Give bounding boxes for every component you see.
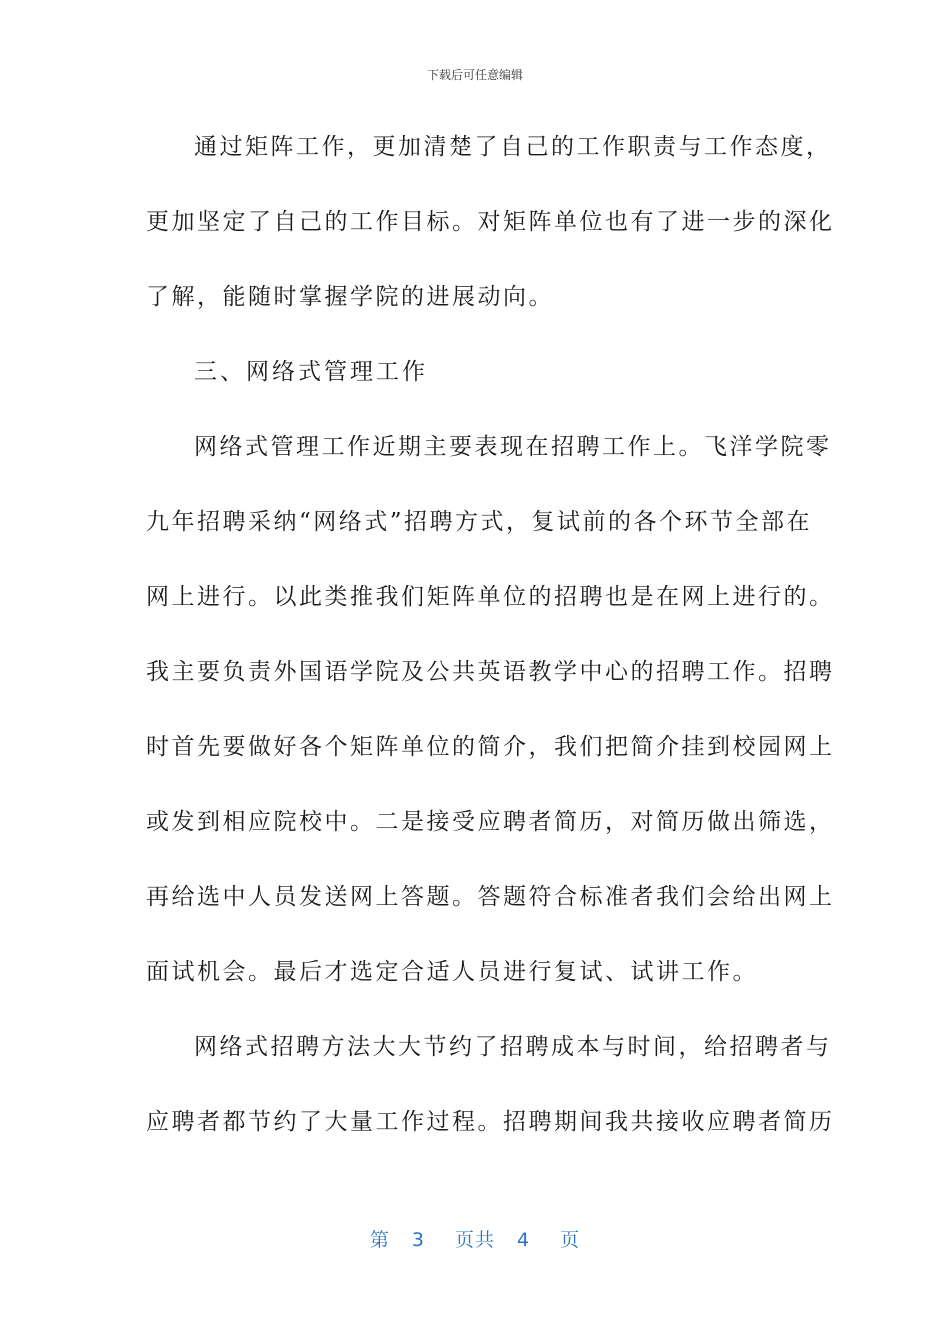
footer-label-page-total: 页共	[454, 1229, 495, 1251]
page-footer	[0, 1225, 950, 1252]
paragraph-line: 再给选中人员发送网上答题。答题符合标准者我们会给出网上	[146, 884, 835, 910]
paragraph-line: 我主要负责外国语学院及公共英语教学中心的招聘工作。招聘	[146, 659, 835, 685]
paragraph-line: 九年招聘采纳“网络式”招聘方式，复试前的各个环节全部在	[146, 509, 813, 535]
document-body	[146, 119, 835, 1169]
paragraph-line: 了解，能随时掌握学院的进展动向。	[146, 284, 554, 310]
paragraph-line: 网上进行。以此类推我们矩阵单位的招聘也是在网上进行的。	[146, 584, 835, 610]
paragraph-line: 更加坚定了自己的工作目标。对矩阵单位也有了进一步的深化	[146, 209, 835, 235]
paragraph-line: 通过矩阵工作，更加清楚了自己的工作职责与工作态度，	[194, 134, 832, 160]
paragraph-line: 时首先要做好各个矩阵单位的简介，我们把简介挂到校园网上	[146, 734, 835, 760]
paragraph-line: 或发到相应院校中。二是接受应聘者简历，对简历做出筛选，	[146, 809, 835, 835]
footer-label-di: 第	[369, 1229, 390, 1251]
footer-label-page: 页	[560, 1229, 581, 1251]
paragraph-line: 网络式管理工作近期主要表现在招聘工作上。飞洋学院零	[194, 434, 832, 460]
paragraph-line: 网络式招聘方法大大节约了招聘成本与时间，给招聘者与	[194, 1034, 832, 1060]
paragraph-line: 面试机会。最后才选定合适人员进行复试、试讲工作。	[146, 959, 758, 985]
section-heading: 三、网络式管理工作	[194, 359, 428, 385]
header-note: 下载后可任意编辑	[426, 68, 523, 82]
footer-page-total: 4	[517, 1229, 531, 1251]
footer-page-current: 3	[411, 1229, 425, 1251]
paragraph-line: 应聘者都节约了大量工作过程。招聘期间我共接收应聘者简历	[146, 1109, 835, 1135]
